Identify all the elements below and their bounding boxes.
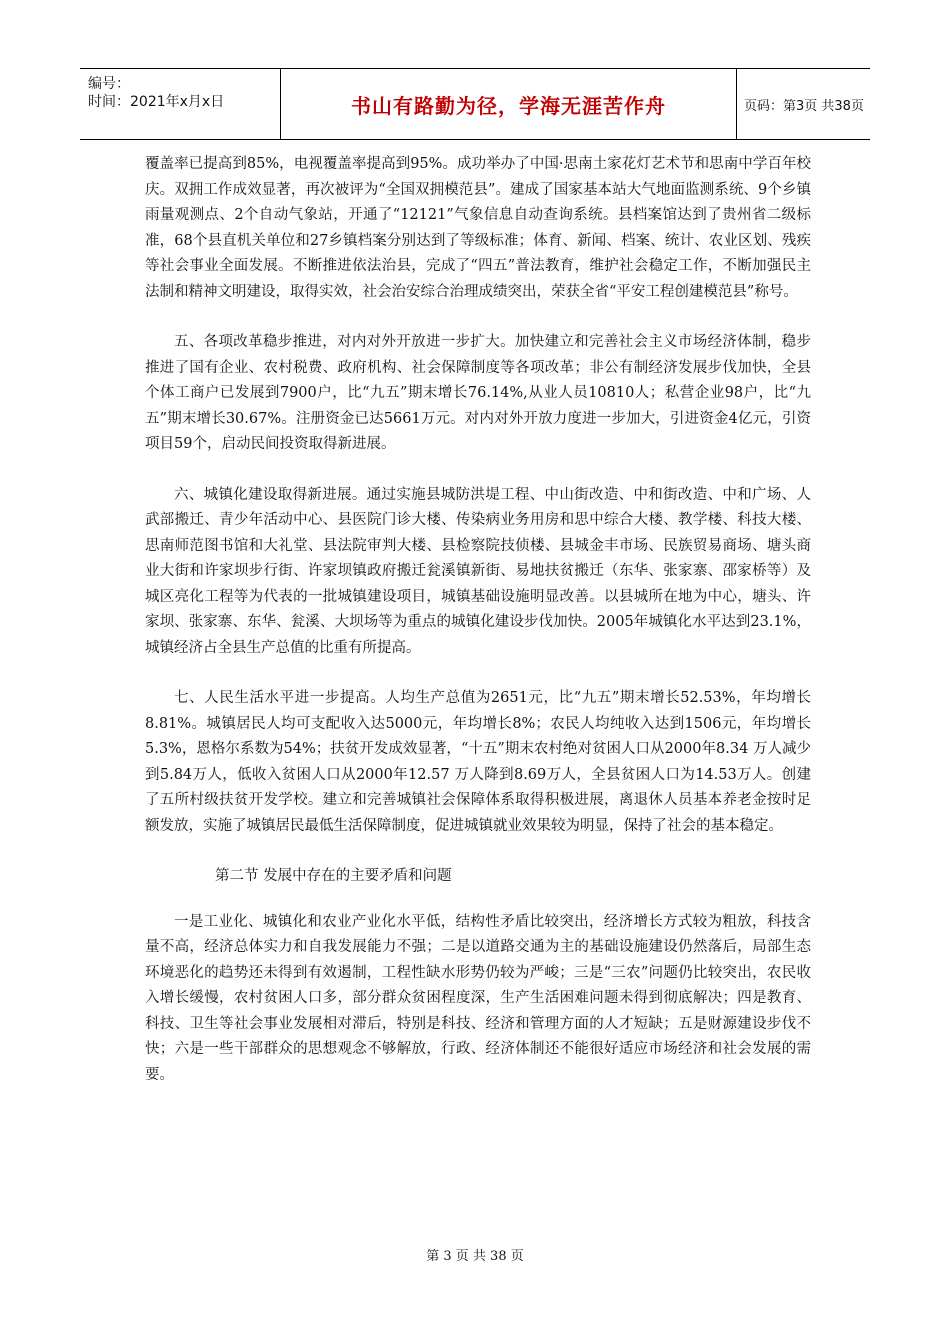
header-meta	[80, 69, 280, 139]
section-heading: 第二节 发展中存在的主要矛盾和问题	[215, 868, 452, 884]
header-page-cell	[736, 69, 870, 139]
paragraph-living-standard: 七、人民生活水平进一步提高。人均生产总值为2651元，比“九五”期末增长52.53%，年均增长8.81%。城镇居民人均可支配收入达5000元，年均增长8%；农民人均纯收入达到1506元，年均增长5.3%，恩格尔系数为54%；扶贫开发成效显著，“十五”期末农村绝对贫困人口从2000年8.34 万人减少到5.84万人，低收入贫困人口从2000年12.57 万人降到8.69万人，全县贫困人口为14.53万人。创建了五所村级扶贫开发学校。建立和完善城镇社会保障体系取得积极进展，离退休人员基本养老金按时足额发放，实施了城镇居民最低生活保障制度，促进城镇就业效果较为明显，保持了社会的基本稳定。	[145, 690, 811, 834]
paragraph-reform: 五、各项改革稳步推进，对内对外开放进一步扩大。加快建立和完善社会主义市场经济体制，稳步推进了国有企业、农村税费、政府机构、社会保障制度等各项改革；非公有制经济发展步伐加快，全县个体工商户已发展到7900户，比“九五”期末增长76.14%,从业人员10810人；私营企业98户，比“九五”期末增长30.67%。注册资金已达5661万元。对内对外开放力度进一步加大，引进资金4亿元，引资项目59个，启动民间投资取得新进展。	[145, 334, 811, 452]
page-footer	[0, 1245, 950, 1264]
header-motto: 书山有路勤为径，学海无涯苦作舟	[351, 93, 666, 118]
page-header	[80, 68, 870, 140]
paragraph-continuation: 覆盖率已提高到85%，电视覆盖率提高到95%。成功举办了中国·思南土家花灯艺术节和思南中学百年校庆。双拥工作成效显著，再次被评为“全国双拥模范县”。建成了国家基本站大气地面监测系统、9个乡镇雨量观测点、2个自动气象站，开通了“12121”气象信息自动查询系统。县档案馆达到了贵州省二级标准，68个县直机关单位和27乡镇档案分别达到了等级标准；体育、新闻、档案、统计、农业区划、残疾等社会事业全面发展。不断推进依法治县，完成了“四五”普法教育，维护社会稳定工作，不断加强民主法制和精神文明建设，取得实效，社会治安综合治理成绩突出，荣获全省“平安工程创建模范县”称号。	[145, 156, 811, 300]
paragraph-problems: 一是工业化、城镇化和农业产业化水平低，结构性矛盾比较突出，经济增长方式较为粗放，科技含量不高，经济总体实力和自我发展能力不强；二是以道路交通为主的基础设施建设仍然落后，局部生态环境恶化的趋势还未得到有效遏制，工程性缺水形势仍较为严峻；三是“三农”问题仍比较突出，农民收入增长缓慢，农村贫困人口多，部分群众贫困程度深，生产生活困难问题未得到彻底解决；四是教育、科技、卫生等社会事业发展相对滞后，特别是科技、经济和管理方面的人才短缺；五是财源建设步伐不快；六是一些干部群众的思想观念不够解放，行政、经济体制还不能很好适应市场经济和社会发展的需要。	[145, 913, 811, 1083]
header-page-info: 页码：第3页 共38页	[744, 98, 864, 114]
header-motto-cell	[280, 69, 737, 139]
footer-page-number: 第 3 页 共 38 页	[426, 1249, 524, 1264]
document-number-label: 编号：	[88, 76, 130, 92]
document-body	[145, 152, 811, 1113]
paragraph-urbanization: 六、城镇化建设取得新进展。通过实施县城防洪堤工程、中山街改造、中和街改造、中和广场、人武部搬迁、青少年活动中心、县医院门诊大楼、传染病业务用房和思中综合大楼、教学楼、科技大楼、思南师范图书馆和大礼堂、县法院审判大楼、县检察院技侦楼、县城金丰市场、民族贸易商场、塘头商业大街和许家坝步行街、许家坝镇政府搬迁瓮溪镇新街、易地扶贫搬迁（东华、张家寨、邵家桥等）及城区亮化工程等为代表的一批城镇建设项目，城镇基础设施明显改善。以县城所在地为中心，塘头、许家坝、张家寨、东华、瓮溪、大坝场等为重点的城镇化建设步伐加快。2005年城镇化水平达到23.1%，城镇经济占全县生产总值的比重有所提高。	[145, 486, 811, 656]
document-time-label: 时间：2021年x月x日	[88, 94, 225, 110]
